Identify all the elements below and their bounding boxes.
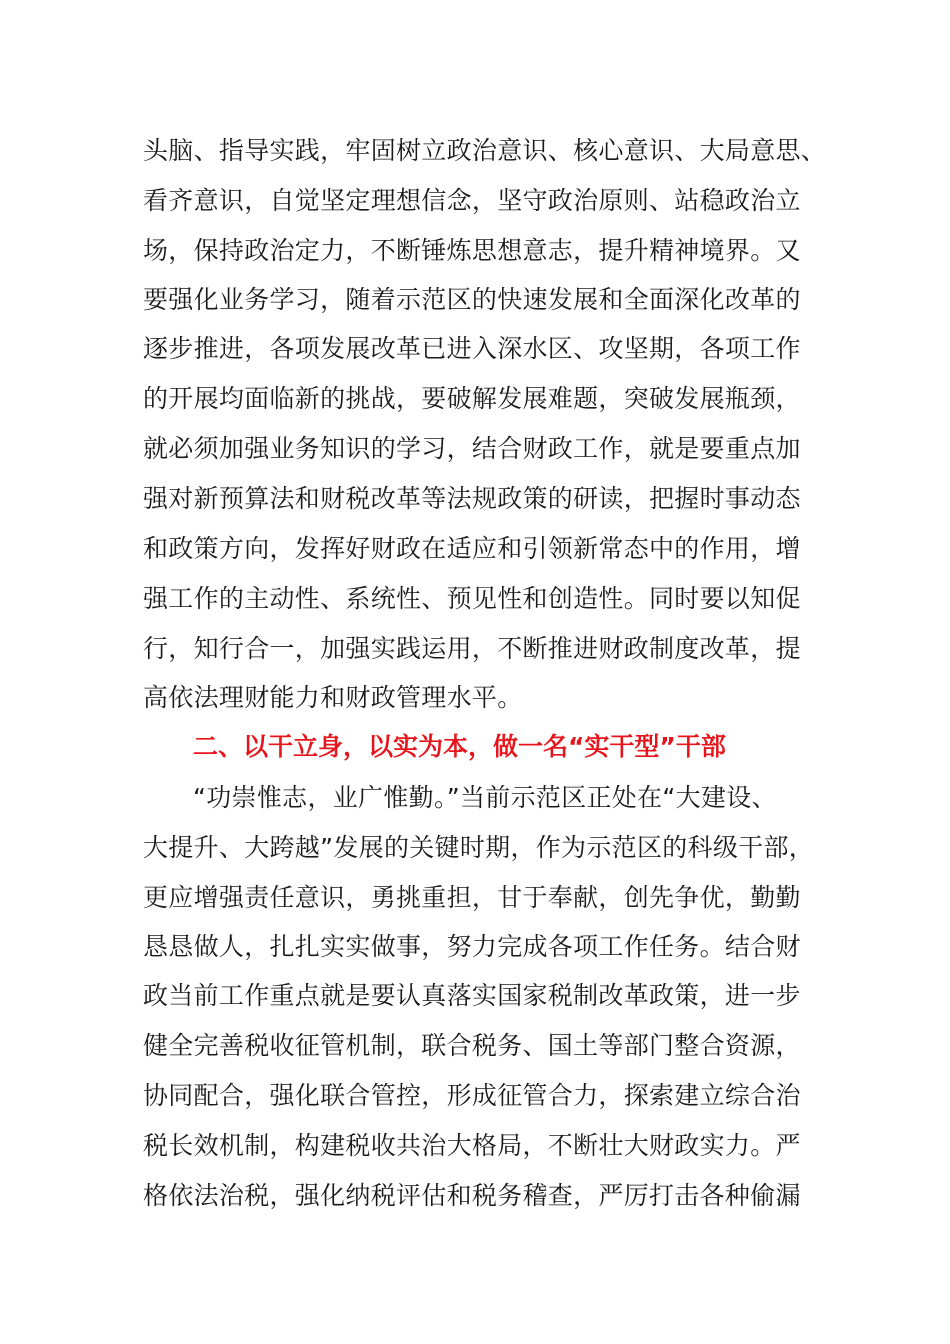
- paragraph-line: 看齐意识，自觉坚定理想信念，坚守政治原则、站稳政治立: [143, 186, 801, 215]
- paragraph-line: 税长效机制，构建税收共治大格局，不断壮大财政实力。严: [143, 1131, 801, 1160]
- paragraph-line: 恳恳做人，扎扎实实做事，努力完成各项工作任务。结合财: [143, 932, 801, 961]
- paragraph-line: 逐步推进，各项发展改革已进入深水区、攻坚期，各项工作: [143, 334, 801, 363]
- section-heading: 二、以干立身，以实为本，做一名“实干型”干部: [193, 732, 726, 761]
- paragraph-line: 行，知行合一，加强实践运用，不断推进财政制度改革，提: [143, 634, 801, 663]
- paragraph-line: 头脑、指导实践，牢固树立政治意识、核心意识、大局意思、: [143, 136, 827, 165]
- paragraph-line: 协同配合，强化联合管控，形成征管合力，探索建立综合治: [143, 1081, 801, 1110]
- paragraph-line: 政当前工作重点就是要认真落实国家税制改革政策，进一步: [143, 981, 801, 1010]
- paragraph-line: 强对新预算法和财税改革等法规政策的研读，把握时事动态: [143, 484, 801, 513]
- paragraph-line: 强工作的主动性、系统性、预见性和创造性。同时要以知促: [143, 584, 801, 613]
- paragraph-line: 就必须加强业务知识的学习，结合财政工作，就是要重点加: [143, 434, 801, 463]
- paragraph-line: 和政策方向，发挥好财政在适应和引领新常态中的作用，增: [143, 534, 801, 563]
- paragraph-line: 健全完善税收征管机制，联合税务、国土等部门整合资源，: [143, 1031, 801, 1060]
- paragraph-line: “功崇惟志，业广惟勤。”当前示范区正处在“大建设、: [193, 783, 777, 812]
- paragraph-line: 高依法理财能力和财政管理水平。: [143, 683, 523, 712]
- paragraph-line: 的开展均面临新的挑战，要破解发展难题，突破发展瓶颈，: [143, 384, 801, 413]
- paragraph-line: 场，保持政治定力，不断锤炼思想意志，提升精神境界。又: [143, 236, 801, 265]
- paragraph-line: 更应增强责任意识，勇挑重担，甘于奉献，创先争优，勤勤: [143, 883, 801, 912]
- paragraph-line: 格依法治税，强化纳税评估和税务稽查，严厉打击各种偷漏: [143, 1181, 801, 1210]
- paragraph-line: 要强化业务学习，随着示范区的快速发展和全面深化改革的: [143, 285, 801, 314]
- paragraph-line: 大提升、大跨越”发展的关键时期，作为示范区的科级干部，: [143, 833, 815, 862]
